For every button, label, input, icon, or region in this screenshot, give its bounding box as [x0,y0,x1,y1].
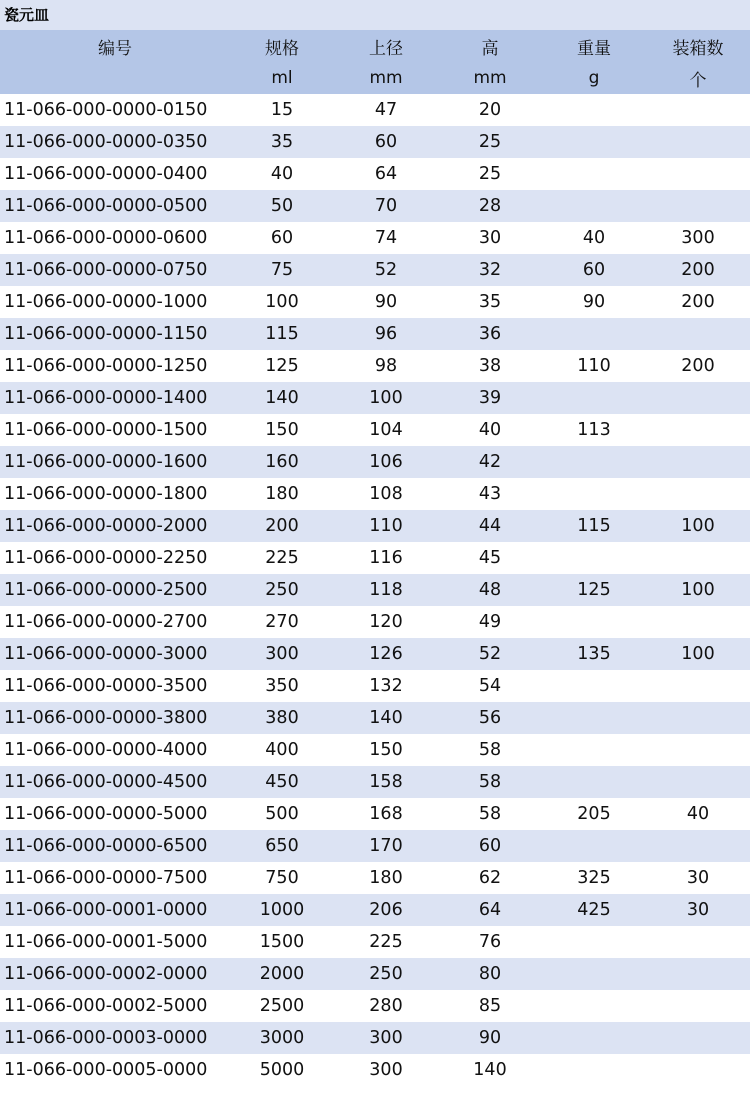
cell-height: 25 [438,126,542,158]
table-row [0,126,750,158]
unit-height: mm [438,62,542,94]
cell-top-diameter: 108 [334,478,438,510]
header-top-diameter: 上径 [334,30,438,62]
cell-weight [542,190,646,222]
cell-code: 11-066-000-0000-5000 [0,798,230,830]
cell-top-diameter: 120 [334,606,438,638]
cell-capacity: 225 [230,542,334,574]
table-row [0,766,750,798]
cell-code: 11-066-000-0000-7500 [0,862,230,894]
cell-code: 11-066-000-0002-0000 [0,958,230,990]
cell-height: 36 [438,318,542,350]
cell-top-diameter: 96 [334,318,438,350]
table-row [0,510,750,542]
unit-weight: g [542,62,646,94]
cell-height: 140 [438,1054,542,1086]
cell-capacity: 125 [230,350,334,382]
cell-weight: 90 [542,286,646,318]
cell-height: 45 [438,542,542,574]
cell-weight [542,606,646,638]
cell-top-diameter: 106 [334,446,438,478]
cell-top-diameter: 100 [334,382,438,414]
cell-height: 32 [438,254,542,286]
cell-weight [542,958,646,990]
cell-height: 48 [438,574,542,606]
cell-weight: 40 [542,222,646,254]
cell-weight [542,702,646,734]
cell-height: 90 [438,1022,542,1054]
cell-height: 64 [438,894,542,926]
cell-weight [542,926,646,958]
table-row [0,286,750,318]
cell-capacity: 3000 [230,1022,334,1054]
cell-pack-qty: 300 [646,222,750,254]
cell-top-diameter: 150 [334,734,438,766]
cell-capacity: 160 [230,446,334,478]
table-row [0,670,750,702]
cell-capacity: 140 [230,382,334,414]
table-row [0,542,750,574]
cell-capacity: 40 [230,158,334,190]
cell-height: 54 [438,670,542,702]
table-row [0,318,750,350]
cell-pack-qty: 200 [646,286,750,318]
cell-capacity: 270 [230,606,334,638]
header-pack-qty: 装箱数 [646,30,750,62]
table-row [0,350,750,382]
cell-top-diameter: 74 [334,222,438,254]
cell-capacity: 15 [230,94,334,126]
header-code: 编号 [0,30,230,62]
cell-weight [542,318,646,350]
cell-weight: 113 [542,414,646,446]
table-row [0,734,750,766]
cell-height: 58 [438,734,542,766]
cell-pack-qty: 30 [646,894,750,926]
cell-capacity: 150 [230,414,334,446]
cell-top-diameter: 70 [334,190,438,222]
cell-weight [542,670,646,702]
cell-code: 11-066-000-0000-1000 [0,286,230,318]
cell-pack-qty [646,958,750,990]
table-row [0,574,750,606]
table-row [0,254,750,286]
cell-weight: 425 [542,894,646,926]
table-row [0,926,750,958]
table-row [0,414,750,446]
table-row [0,158,750,190]
cell-height: 40 [438,414,542,446]
cell-pack-qty [646,126,750,158]
table-row [0,94,750,126]
cell-weight [542,158,646,190]
table-header [0,30,750,94]
cell-capacity: 5000 [230,1054,334,1086]
cell-pack-qty [646,190,750,222]
table-row [0,830,750,862]
cell-code: 11-066-000-0000-2000 [0,510,230,542]
cell-weight [542,382,646,414]
cell-height: 42 [438,446,542,478]
cell-weight: 115 [542,510,646,542]
table-row [0,1054,750,1086]
cell-code: 11-066-000-0000-0600 [0,222,230,254]
cell-top-diameter: 168 [334,798,438,830]
cell-pack-qty [646,318,750,350]
header-row-units [0,62,750,94]
cell-capacity: 2500 [230,990,334,1022]
table-row [0,862,750,894]
cell-code: 11-066-000-0000-1600 [0,446,230,478]
table-row [0,606,750,638]
cell-capacity: 100 [230,286,334,318]
cell-capacity: 1500 [230,926,334,958]
cell-top-diameter: 47 [334,94,438,126]
cell-height: 85 [438,990,542,1022]
cell-capacity: 35 [230,126,334,158]
cell-pack-qty [646,990,750,1022]
table-row [0,702,750,734]
cell-height: 38 [438,350,542,382]
table-row [0,958,750,990]
table-row [0,222,750,254]
cell-pack-qty [646,94,750,126]
cell-pack-qty: 100 [646,510,750,542]
cell-capacity: 50 [230,190,334,222]
cell-pack-qty: 100 [646,638,750,670]
cell-pack-qty [646,830,750,862]
header-row-labels [0,30,750,62]
cell-top-diameter: 60 [334,126,438,158]
cell-capacity: 75 [230,254,334,286]
cell-height: 30 [438,222,542,254]
cell-code: 11-066-000-0000-4500 [0,766,230,798]
cell-height: 39 [438,382,542,414]
cell-pack-qty: 200 [646,254,750,286]
cell-pack-qty: 100 [646,574,750,606]
table-row [0,990,750,1022]
cell-code: 11-066-000-0000-0500 [0,190,230,222]
cell-height: 60 [438,830,542,862]
cell-code: 11-066-000-0000-3800 [0,702,230,734]
cell-pack-qty [646,414,750,446]
table-body [0,94,750,1086]
cell-weight: 125 [542,574,646,606]
cell-top-diameter: 158 [334,766,438,798]
cell-weight [542,734,646,766]
cell-weight [542,126,646,158]
unit-capacity: ml [230,62,334,94]
cell-code: 11-066-000-0000-0400 [0,158,230,190]
cell-capacity: 500 [230,798,334,830]
cell-capacity: 60 [230,222,334,254]
cell-pack-qty [646,734,750,766]
cell-top-diameter: 64 [334,158,438,190]
header-height: 高 [438,30,542,62]
cell-top-diameter: 132 [334,670,438,702]
cell-code: 11-066-000-0000-0150 [0,94,230,126]
cell-code: 11-066-000-0000-3000 [0,638,230,670]
cell-capacity: 750 [230,862,334,894]
cell-height: 43 [438,478,542,510]
cell-code: 11-066-000-0005-0000 [0,1054,230,1086]
cell-code: 11-066-000-0000-1400 [0,382,230,414]
cell-top-diameter: 250 [334,958,438,990]
table-row [0,894,750,926]
cell-top-diameter: 104 [334,414,438,446]
cell-top-diameter: 90 [334,286,438,318]
cell-code: 11-066-000-0000-1150 [0,318,230,350]
cell-pack-qty [646,382,750,414]
cell-code: 11-066-000-0000-0750 [0,254,230,286]
cell-pack-qty: 200 [646,350,750,382]
cell-capacity: 2000 [230,958,334,990]
cell-code: 11-066-000-0000-0350 [0,126,230,158]
cell-pack-qty: 30 [646,862,750,894]
cell-height: 44 [438,510,542,542]
cell-pack-qty [646,478,750,510]
table-row [0,1022,750,1054]
cell-height: 25 [438,158,542,190]
cell-capacity: 1000 [230,894,334,926]
cell-top-diameter: 206 [334,894,438,926]
cell-height: 35 [438,286,542,318]
cell-code: 11-066-000-0000-2250 [0,542,230,574]
cell-code: 11-066-000-0001-0000 [0,894,230,926]
cell-top-diameter: 280 [334,990,438,1022]
cell-code: 11-066-000-0000-2700 [0,606,230,638]
unit-pack-qty: 个 [646,62,750,94]
cell-weight: 325 [542,862,646,894]
table-row [0,478,750,510]
cell-capacity: 450 [230,766,334,798]
cell-weight [542,542,646,574]
cell-top-diameter: 110 [334,510,438,542]
cell-weight [542,766,646,798]
unit-code [0,62,230,94]
cell-height: 28 [438,190,542,222]
cell-pack-qty [646,1054,750,1086]
cell-weight [542,1054,646,1086]
cell-capacity: 380 [230,702,334,734]
cell-pack-qty [646,606,750,638]
cell-height: 58 [438,766,542,798]
cell-height: 56 [438,702,542,734]
cell-capacity: 200 [230,510,334,542]
cell-capacity: 115 [230,318,334,350]
sheet-title: 瓷元皿 [0,0,750,30]
cell-pack-qty [646,766,750,798]
table-row [0,446,750,478]
cell-top-diameter: 116 [334,542,438,574]
cell-weight [542,478,646,510]
cell-top-diameter: 300 [334,1022,438,1054]
cell-capacity: 650 [230,830,334,862]
cell-weight [542,94,646,126]
cell-top-diameter: 126 [334,638,438,670]
cell-code: 11-066-000-0000-1500 [0,414,230,446]
cell-weight: 60 [542,254,646,286]
cell-pack-qty [646,542,750,574]
cell-code: 11-066-000-0000-4000 [0,734,230,766]
cell-capacity: 350 [230,670,334,702]
cell-height: 52 [438,638,542,670]
table-row [0,190,750,222]
cell-height: 20 [438,94,542,126]
cell-code: 11-066-000-0001-5000 [0,926,230,958]
cell-weight: 205 [542,798,646,830]
table-row [0,382,750,414]
cell-top-diameter: 118 [334,574,438,606]
cell-weight [542,1022,646,1054]
cell-top-diameter: 52 [334,254,438,286]
cell-top-diameter: 300 [334,1054,438,1086]
cell-code: 11-066-000-0003-0000 [0,1022,230,1054]
cell-pack-qty [646,1022,750,1054]
cell-pack-qty: 40 [646,798,750,830]
cell-height: 58 [438,798,542,830]
cell-top-diameter: 140 [334,702,438,734]
cell-code: 11-066-000-0002-5000 [0,990,230,1022]
unit-top-diameter: mm [334,62,438,94]
cell-capacity: 400 [230,734,334,766]
header-weight: 重量 [542,30,646,62]
cell-top-diameter: 180 [334,862,438,894]
cell-top-diameter: 98 [334,350,438,382]
table-row [0,638,750,670]
cell-code: 11-066-000-0000-1250 [0,350,230,382]
cell-height: 80 [438,958,542,990]
cell-code: 11-066-000-0000-3500 [0,670,230,702]
cell-pack-qty [646,702,750,734]
cell-code: 11-066-000-0000-1800 [0,478,230,510]
cell-code: 11-066-000-0000-2500 [0,574,230,606]
cell-height: 62 [438,862,542,894]
cell-pack-qty [646,670,750,702]
cell-height: 49 [438,606,542,638]
cell-top-diameter: 170 [334,830,438,862]
cell-code: 11-066-000-0000-6500 [0,830,230,862]
cell-height: 76 [438,926,542,958]
cell-weight [542,446,646,478]
table-row [0,798,750,830]
header-capacity: 规格 [230,30,334,62]
cell-weight: 110 [542,350,646,382]
cell-top-diameter: 225 [334,926,438,958]
cell-weight [542,990,646,1022]
cell-pack-qty [646,158,750,190]
cell-pack-qty [646,926,750,958]
cell-weight: 135 [542,638,646,670]
cell-capacity: 300 [230,638,334,670]
cell-pack-qty [646,446,750,478]
cell-weight [542,830,646,862]
spec-table [0,30,750,1086]
cell-capacity: 250 [230,574,334,606]
cell-capacity: 180 [230,478,334,510]
